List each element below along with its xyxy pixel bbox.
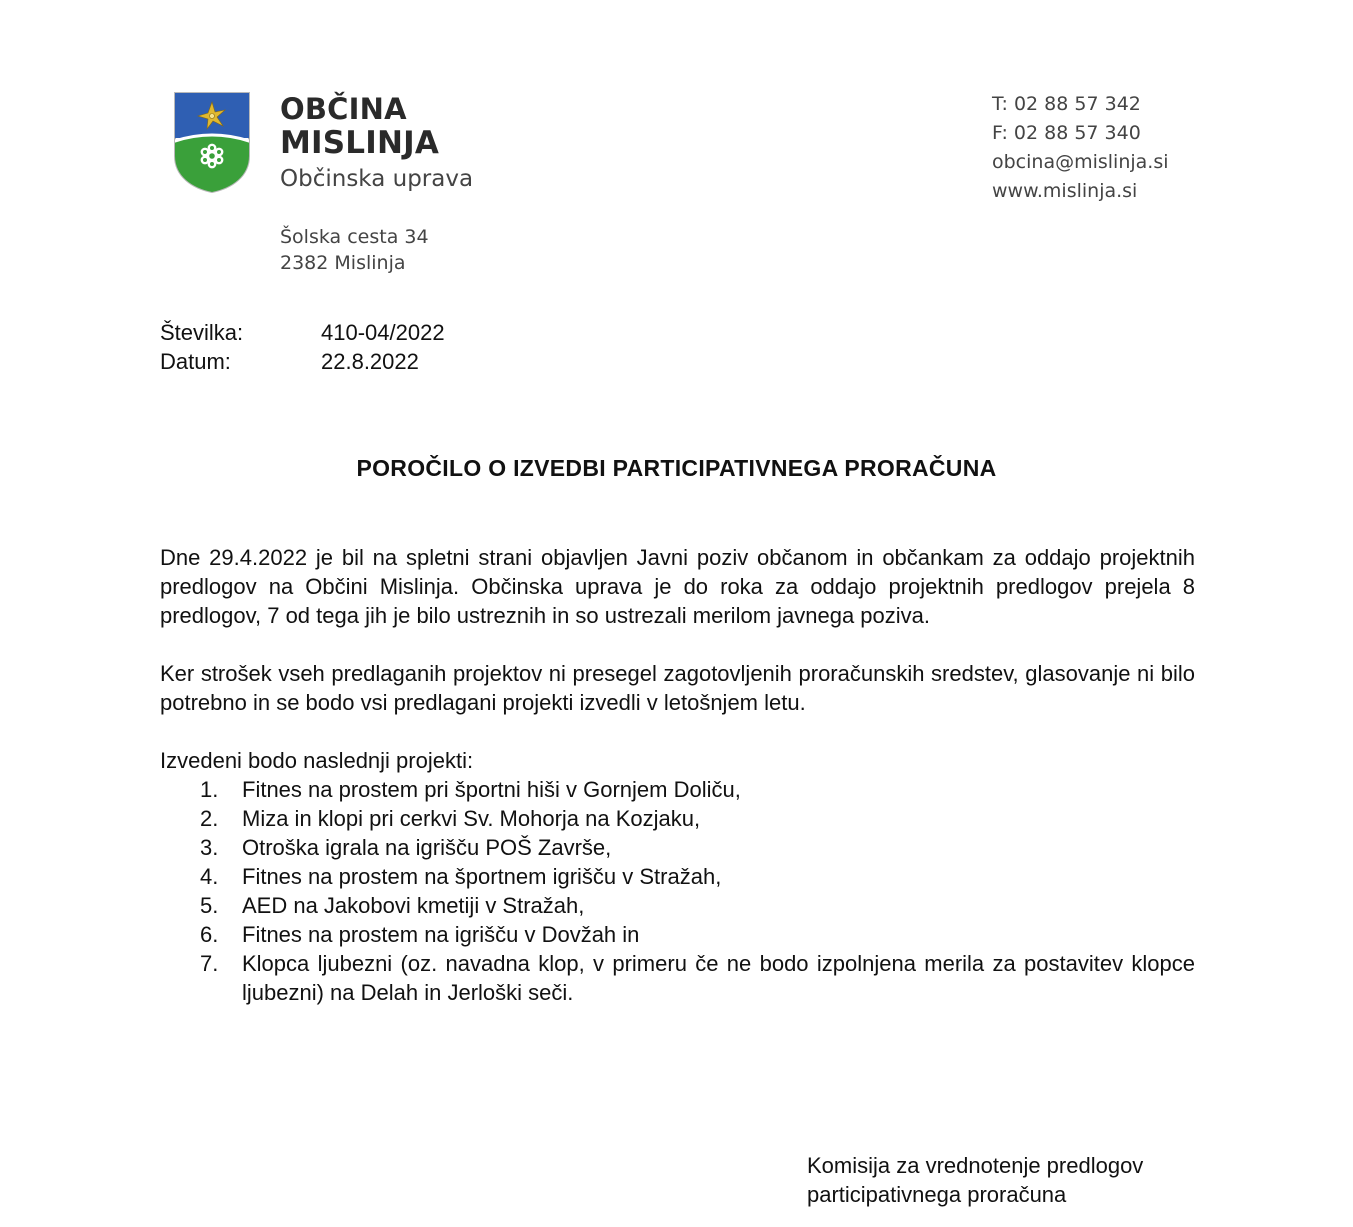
contact-website[interactable]: www.mislinja.si [992, 180, 1138, 202]
org-name-line1: OBČINA [280, 92, 407, 126]
list-item-number: 3. [200, 835, 219, 860]
contact-block [992, 90, 1169, 206]
contact-phone: T: 02 88 57 342 [992, 93, 1141, 115]
meta-number-label: Številka: [160, 320, 244, 345]
list-item-text: AED na Jakobovi kmetiji v Stražah, [242, 893, 585, 918]
list-item [160, 862, 1195, 891]
municipality-crest-icon [172, 90, 252, 194]
list-item-text: Miza in klopi pri cerkvi Sv. Mohorja na Kozjaku, [242, 806, 701, 831]
projects-list [160, 775, 1195, 1007]
list-item [160, 833, 1195, 862]
paragraph-voting: Ker strošek vseh predlaganih projektov ni presegel zagotovljenih proračunskih sredstev, glasovanje ni bilo potrebno in se bodo vsi predlagani projekti izvedli v letošnjem letu. [160, 661, 1195, 715]
list-item-text: Klopca ljubezni (oz. navadna klop, v primeru če ne bodo izpolnjena merila za postavitev klopce ljubezni) na Delah in Jerloški seči. [242, 951, 1195, 1005]
document-meta [160, 318, 445, 376]
signature-block [807, 1151, 1143, 1209]
contact-email[interactable]: obcina@mislinja.si [992, 151, 1169, 173]
document-body [160, 543, 1195, 1007]
list-item-number: 4. [200, 864, 219, 889]
list-item-number: 7. [200, 951, 219, 976]
organization-address [280, 224, 429, 276]
address-postal: 2382 Mislinja [280, 252, 406, 274]
list-item [160, 775, 1195, 804]
list-item-text: Fitnes na prostem pri športni hiši v Gornjem Doliču, [242, 777, 741, 802]
meta-date-label: Datum: [160, 349, 231, 374]
list-item [160, 949, 1195, 1007]
contact-fax: F: 02 88 57 340 [992, 122, 1141, 144]
document-title: POROČILO O IZVEDBI PARTICIPATIVNEGA PRORAČUNA [356, 455, 997, 481]
organization-name [280, 92, 439, 160]
address-street: Šolska cesta 34 [280, 226, 429, 248]
projects-list-intro: Izvedeni bodo naslednji projekti: [160, 748, 474, 773]
meta-date-row [160, 347, 445, 376]
signature-line2: participativnega proračuna [807, 1182, 1067, 1207]
meta-date-value: 22.8.2022 [321, 349, 419, 374]
list-item-number: 1. [200, 777, 219, 802]
list-item-text: Fitnes na prostem na športnem igrišču v Stražah, [242, 864, 722, 889]
paragraph-intro: Dne 29.4.2022 je bil na spletni strani objavljen Javni poziv občanom in občankam za oddajo projektnih predlogov na Občini Mislinja. Občinska uprava je do roka za oddajo projektnih predlogov prejela 8 predlogov, 7 od tega jih je bilo ustreznih in so ustrezali merilom javnega poziva. [160, 545, 1195, 628]
organization-subtitle: Občinska uprava [280, 166, 474, 192]
list-item-number: 6. [200, 922, 219, 947]
list-item-text: Otroška igrala na igrišču POŠ Završe, [242, 835, 612, 860]
list-item-number: 2. [200, 806, 219, 831]
list-item [160, 920, 1195, 949]
list-item [160, 804, 1195, 833]
list-item-number: 5. [200, 893, 219, 918]
meta-number-value: 410-04/2022 [321, 320, 445, 345]
list-item [160, 891, 1195, 920]
signature-line1: Komisija za vrednotenje predlogov [807, 1153, 1144, 1178]
org-name-line2: MISLINJA [280, 125, 440, 161]
meta-number-row [160, 318, 445, 347]
list-item-text: Fitnes na prostem na igrišču v Dovžah in [242, 922, 640, 947]
